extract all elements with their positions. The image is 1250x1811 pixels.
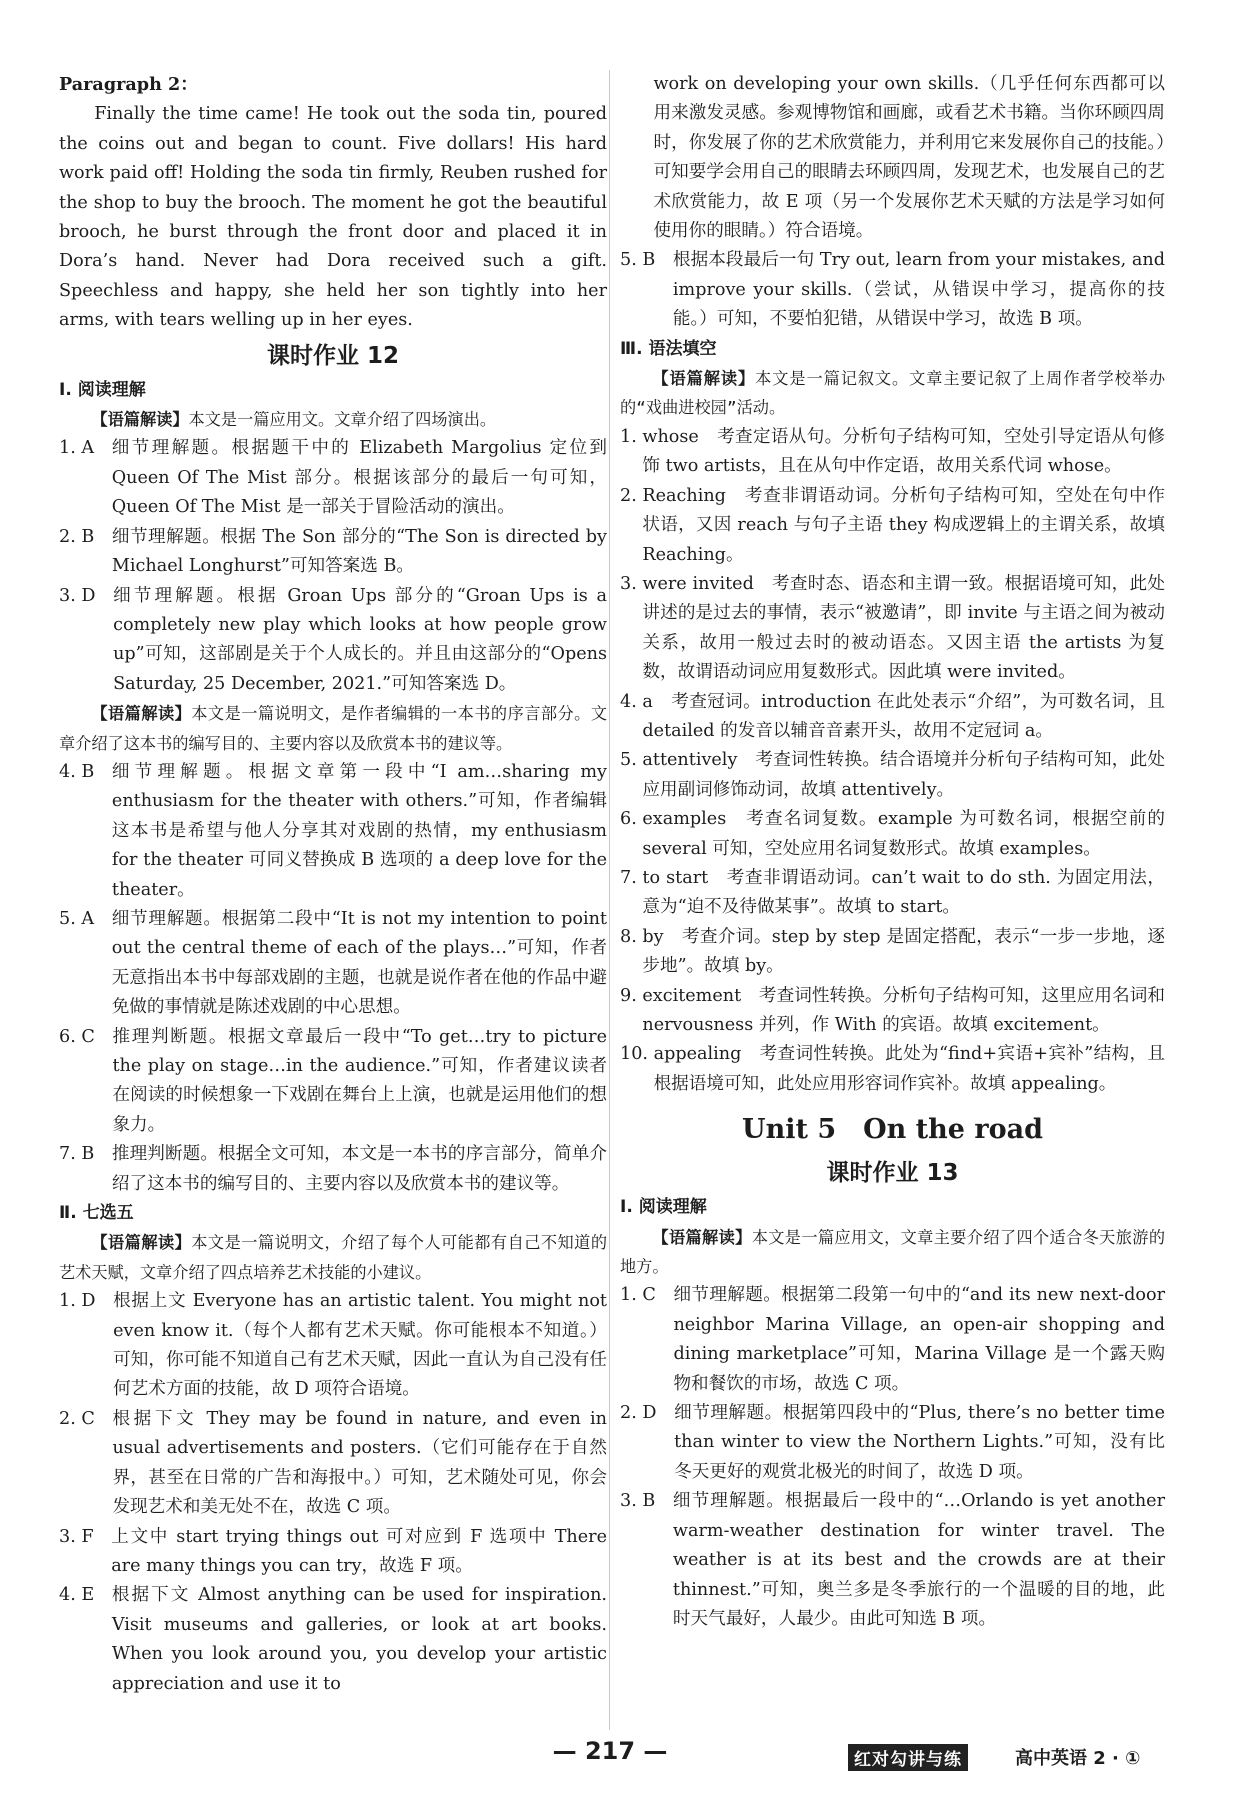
paragraph-2-text: Finally the time came! He took out the soda tin, poured the coins out and began to count. Five dollars! His hard work paid off! Holding the soda tin firmly, Reuben rushed for the shop to buy the brooch. The moment he got the beautiful brooch, he burst through the front door and placed it in Dora’s hand. Never had Dora received such a gift. Speechless and happy, she held her son tightly into her arms, with tears welling up in her eyes. xyxy=(59,104,607,331)
answer-list xyxy=(59,1287,607,1699)
answer-item: 7. to start 考查非谓语动词。can’t wait to do sth. 为固定用法，意为“迫不及待做某事”。故填 to start。 xyxy=(620,867,1165,918)
answer-item: 1. C 细节理解题。根据第二段第一句中的“and its new next-door neighbor Marina Village, an open-air shopping and dining marketplace”可知，Marina Village 是一个露天购物和餐饮的市场，故选 C 项。 xyxy=(620,1285,1165,1394)
answer-item: 6. C 推理判断题。根据文章最后一段中“To get…try to picture the play on stage…in the audience.”可知，作者建议读者在阅读的时候想象一下戏剧在舞台上上演，也就是运用他们的想象力。 xyxy=(59,1026,607,1135)
answer-item: 7. B 推理判断题。根据全文可知，本文是一本书的序言部分，简单介绍了这本书的编写目的、主要内容以及欣赏本书的建议等。 xyxy=(59,1144,607,1194)
passage-intro: 【语篇解读】本文是一篇应用文。文章介绍了四场演出。 xyxy=(91,410,497,430)
answer-list xyxy=(620,423,1165,1099)
answer-item: 3. D 细节理解题。根据 Groan Ups 部分的“Groan Ups is a completely new play which looks at how people grow up”可知，这部剧是关于个人成长的。并且由这部分的“Opens Saturday, 25 December, 2021.”可知答案选 D。 xyxy=(59,585,607,694)
answer-item: 2. D 细节理解题。根据第四段中的“Plus, there’s no better time than winter to view the Northern Lights.”可知，没有比冬天更好的观赏北极光的时间了，故选 D 项。 xyxy=(620,1403,1165,1482)
brand-label: 红对勾讲与练 xyxy=(848,1744,968,1771)
page-number: — 217 — xyxy=(552,1737,668,1765)
left-column xyxy=(59,70,607,1699)
answer-item: 5. attentively 考查词性转换。结合语境并分析句子结构可知，此处应用副词修饰动词，故填 attentively。 xyxy=(620,750,1165,800)
answer-item: 1. whose 考查定语从句。分析句子结构可知，空处引导定语从句修饰 two artists，且在从句中作定语，故用关系代词 whose。 xyxy=(620,426,1165,477)
passage-intro: 【语篇解读】本文是一篇记叙文。文章主要记叙了上周作者学校举办的“戏曲进校园”活动。 xyxy=(620,369,1166,418)
answer-list xyxy=(59,758,607,1199)
paragraph-2-label: Paragraph 2： xyxy=(59,74,198,95)
answer-item: 8. by 考查介词。step by step 是固定搭配，表示“一步一步地，逐步地”。故填 by。 xyxy=(620,926,1165,977)
answer-list xyxy=(620,1281,1165,1634)
answer-item: 3. B 细节理解题。根据最后一段中的“…Orlando is yet another warm-weather destination for winter travel. The weather is at its best and the crowds are at their thinnest.”可知，奥兰多是冬季旅行的一个温暖的目的地，此时天气最好，人最少。由此可知选 B 项。 xyxy=(620,1491,1165,1629)
answer-item: 1. D 根据上文 Everyone has an artistic talent. You might not even know it.（每个人都有艺术天赋。你可能根本不知道。）可知，你可能不知道自己有艺术天赋，因此一直认为自己没有任何艺术方面的技能，故 D 项符合语境。 xyxy=(59,1291,607,1400)
answer-item: 2. Reaching 考查非谓语动词。分析句子结构可知，空处在句中作状语，又因 reach 与句子主语 they 构成逻辑上的主谓关系，故填 Reaching。 xyxy=(620,485,1165,565)
answer-item: 1. A 细节理解题。根据题干中的 Elizabeth Margolius 定位到 Queen Of The Mist 部分。根据该部分的最后一句可知，Queen Of The Mist 是一部关于冒险活动的演出。 xyxy=(59,438,607,518)
answer-item: 3. were invited 考查时态、语态和主谓一致。根据语境可知，此处讲述的是过去的事情，表示“被邀请”，即 invite 与主语之间为被动关系，故用一般过去时的被动语态。又因主语 the artists 为复数，故谓语动词应用复数形式。因此填 were invited。 xyxy=(620,573,1165,683)
unit-5-title: Unit 5 On the road xyxy=(742,1114,1043,1146)
lesson-13-title: 课时作业 13 xyxy=(826,1160,959,1187)
right-column xyxy=(620,70,1165,1634)
answer-item: 4. a 考查冠词。introduction 在此处表示“介绍”，为可数名词，且 detailed 的发音以辅音音素开头，故用不定冠词 a。 xyxy=(620,691,1165,741)
answer-item: 4. E 根据下文 Almost anything can be used for inspiration. Visit museums and galleries, or look at art books. When you look around you, you develop your artistic appreciation and use it to xyxy=(59,1585,607,1694)
column-divider xyxy=(609,70,610,1730)
answer-list xyxy=(59,434,607,699)
passage-intro: 【语篇解读】本文是一篇说明文，介绍了每个人可能都有自己不知道的艺术天赋，文章介绍了四点培养艺术技能的小建议。 xyxy=(59,1233,608,1282)
answer-item: 3. F 上文中 start trying things out 可对应到 F 选项中 There are many things you can try，故选 F 项。 xyxy=(59,1526,607,1576)
section-reading-1: Ⅰ. 阅读理解 xyxy=(59,379,146,400)
passage-intro: 【语篇解读】本文是一篇应用文，文章主要介绍了四个适合冬天旅游的地方。 xyxy=(620,1227,1166,1277)
continued-answer-text: work on developing your own skills.（几乎任何东西都可以用来激发灵感。参观博物馆和画廊，或看艺术书籍。当你环顾四周时，你发展了你的艺术欣赏能力，并利用它来发展你自己的技能。）可知要学会用自己的眼睛去环顾四周，发现艺术，也发展自己的艺术欣赏能力，故 E 项（另一个发展你艺术天赋的方法是学习如何使用你的眼睛。）符合语境。 xyxy=(653,74,1165,242)
section-seven-choose-five: Ⅱ. 七选五 xyxy=(59,1203,134,1224)
section-reading-2: Ⅰ. 阅读理解 xyxy=(620,1197,707,1218)
answer-item: 4. B 细节理解题。根据文章第一段中“I am…sharing my enthusiasm for the theater with others.”可知，作者编辑这本书是希望与他人分享其对戏剧的热情，my enthusiasm for the theater 可同义替换成 B 选项的 a deep love for the theater。 xyxy=(59,761,607,900)
passage-intro: 【语篇解读】本文是一篇说明文，是作者编辑的一本书的序言部分。文章介绍了这本书的编写目的、主要内容以及欣赏本书的建议等。 xyxy=(59,704,608,753)
answer-item: 5. A 细节理解题。根据第二段中“It is not my intention to point out the central theme of each of the plays…”可知，作者无意指出本书中每部戏剧的主题，也就是说作者在他的作品中避免做的事情就是陈述戏剧的中心思想。 xyxy=(59,908,607,1018)
answer-item: 2. B 细节理解题。根据 The Son 部分的“The Son is directed by Michael Longhurst”可知答案选 B。 xyxy=(59,526,607,577)
book-label: 高中英语 2 · ① xyxy=(1015,1748,1141,1769)
answer-item: 6. examples 考查名词复数。example 为可数名词，根据空前的 several 可知，空处应用名词复数形式。故填 examples。 xyxy=(620,809,1165,859)
answer-item: 5. B 根据本段最后一句 Try out, learn from your mistakes, and improve your skills.（尝试，从错误中学习，提高你的技能。）可知，不要怕犯错，从错误中学习，故选 B 项。 xyxy=(620,250,1165,330)
section-grammar-fill: Ⅲ. 语法填空 xyxy=(620,338,717,359)
answer-item: 2. C 根据下文 They may be found in nature, and even in usual advertisements and posters.（它们可能存在于自然界，甚至在日常的广告和海报中。）可知，艺术随处可见，你会发现艺术和美无处不在，故选 C 项。 xyxy=(59,1408,607,1518)
answer-item: 9. excitement 考查词性转换。分析句子结构可知，这里应用名词和 nervousness 并列，作 With 的宾语。故填 excitement。 xyxy=(620,985,1165,1035)
answer-item: 10. appealing 考查词性转换。此处为“find+宾语+宾补”结构，且根据语境可知，此处应用形容词作宾补。故填 appealing。 xyxy=(620,1044,1165,1094)
lesson-12-title: 课时作业 12 xyxy=(266,342,399,369)
